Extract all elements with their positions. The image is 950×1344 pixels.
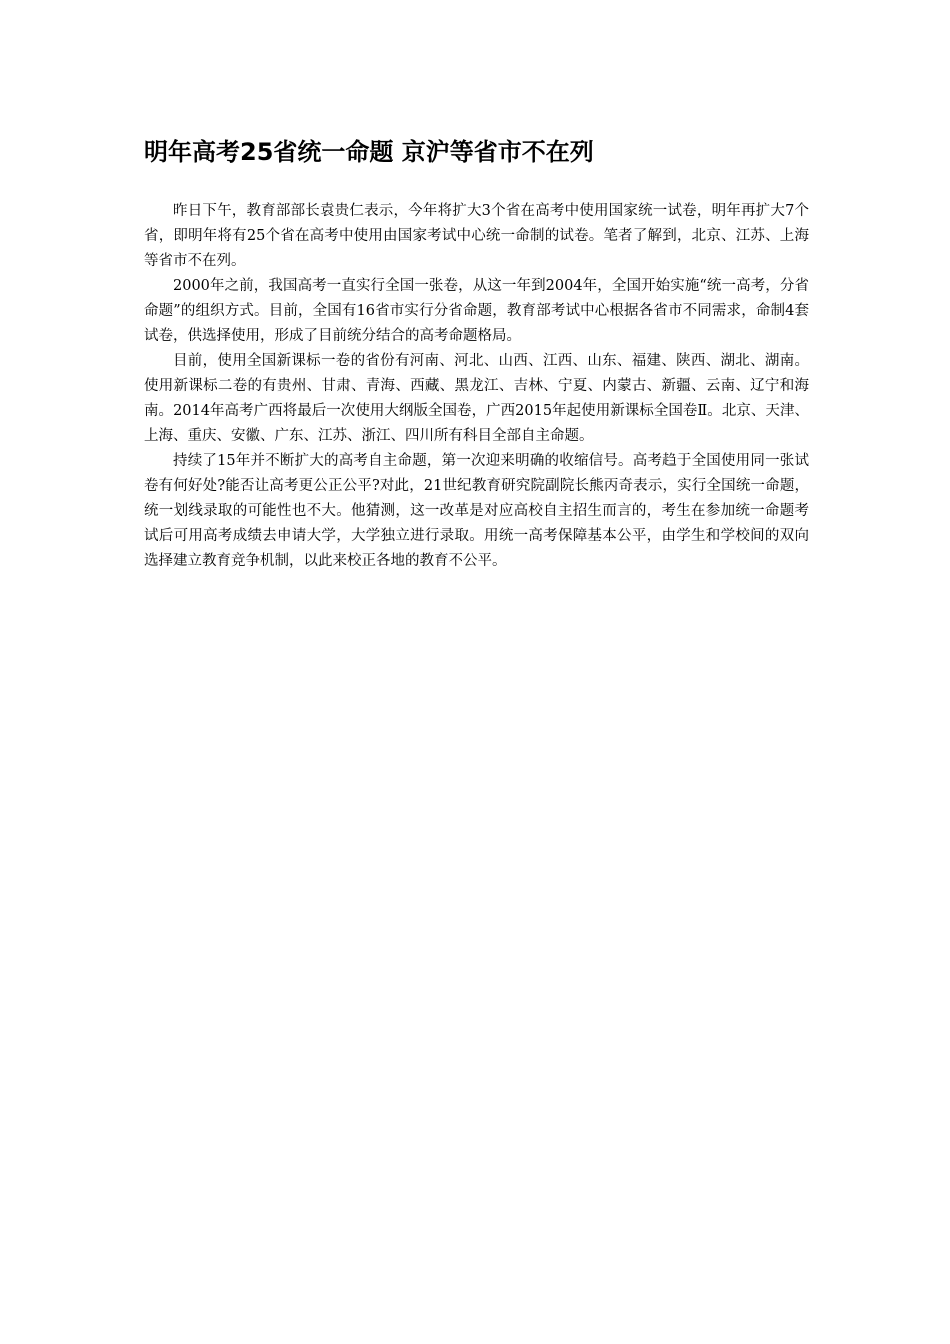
paragraph-1: 昨日下午，教育部部长袁贵仁表示，今年将扩大3个省在高考中使用国家统一试卷，明年再扩大7个省，即明年将有25个省在高考中使用由国家考试中心统一命制的试卷。笔者了解到，北京、江苏、上海等省市不在列。 [144,203,809,269]
paragraph-3: 目前，使用全国新课标一卷的省份有河南、河北、山西、江西、山东、福建、陕西、湖北、湖南。使用新课标二卷的有贵州、甘肃、青海、西藏、黑龙江、吉林、宁夏、内蒙古、新疆、云南、辽宁和海南。2014年高考广西将最后一次使用大纲版全国卷，广西2015年起使用新课标全国卷Ⅱ。北京、天津、上海、重庆、安徽、广东、江苏、浙江、四川所有科目全部自主命题。 [144,353,809,444]
paragraph-4: 持续了15年并不断扩大的高考自主命题，第一次迎来明确的收缩信号。高考趋于全国使用同一张试卷有何好处?能否让高考更公正公平?对此，21世纪教育研究院副院长熊丙奇表示，实行全国统一命题，统一划线录取的可能性也不大。他猜测，这一改革是对应高校自主招生而言的，考生在参加统一命题考试后可用高考成绩去申请大学，大学独立进行录取。用统一高考保障基本公平，由学生和学校间的双向选择建立教育竞争机制，以此来校正各地的教育不公平。 [144,453,809,569]
article-title: 明年高考25省统一命题 京沪等省市不在列 [144,138,594,166]
article-body [144,199,809,574]
paragraph-2: 2000年之前，我国高考一直实行全国一张卷，从这一年到2004年，全国开始实施“统一高考，分省命题”的组织方式。目前，全国有16省市实行分省命题，教育部考试中心根据各省市不同需求，命制4套试卷，供选择使用，形成了目前统分结合的高考命题格局。 [144,278,809,344]
article [144,134,809,574]
